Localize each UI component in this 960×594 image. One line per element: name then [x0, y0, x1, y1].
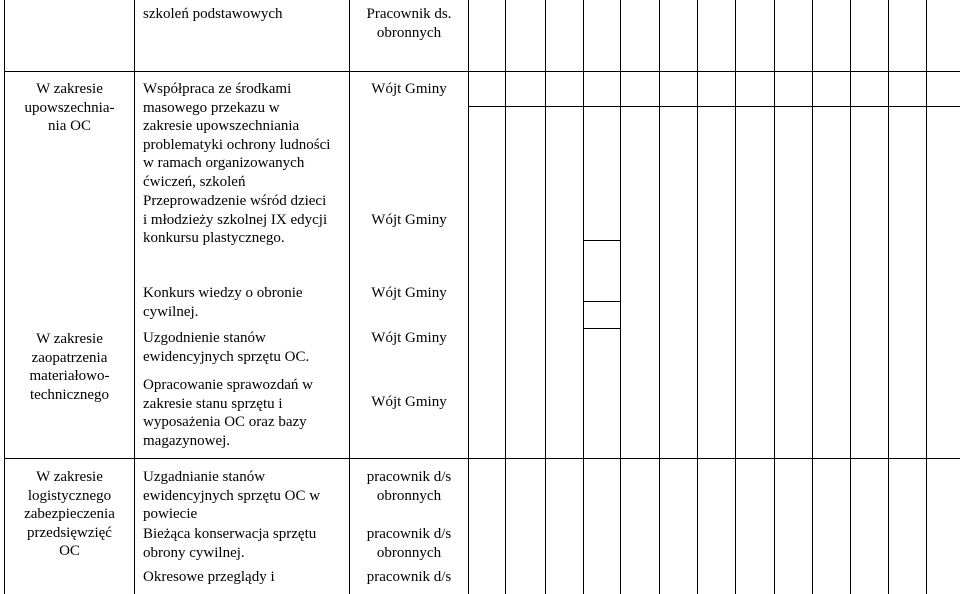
grid-line: [583, 0, 584, 594]
grid-line: [583, 328, 620, 329]
task-text: Okresowe przeglądy i: [143, 569, 275, 585]
grid-line: [812, 0, 813, 594]
task-text: Bieżąca konserwacja sprzętu obrony cywilnej.: [143, 526, 317, 561]
grid-line: [469, 106, 960, 107]
responsible-text: Wójt Gminy: [371, 394, 447, 410]
grid-line: [134, 0, 135, 594]
responsible-text: pracownik d/s obronnych: [366, 469, 452, 504]
task-text: Opracowanie sprawozdań w zakresie stanu sprzętu i wyposażenia OC oraz bazy magazynowej.: [143, 377, 313, 449]
task-text: Uzgadnianie stanów ewidencyjnych sprzętu OC w powiecie: [143, 469, 321, 522]
grid-line: [545, 0, 546, 594]
responsible-text: Wójt Gminy: [371, 81, 447, 97]
grid-line: [735, 0, 736, 594]
task-text: szkoleń podstawowych: [143, 6, 283, 22]
grid-line: [583, 301, 620, 302]
responsible-text: pracownik d/s: [366, 569, 452, 585]
grid-line: [774, 0, 775, 594]
responsible-text: Wójt Gminy: [371, 330, 447, 346]
grid-line: [4, 71, 960, 72]
grid-line: [620, 0, 621, 594]
area-label: W zakresie upowszechnia- nia OC: [24, 81, 115, 134]
grid-line: [583, 240, 620, 241]
grid-line: [505, 0, 506, 594]
task-text: Współpraca ze środkami masowego przekazu w zakresie upowszechniania problematyki ochrony ludności w ramach organizowanych ćwiczeń, szkoleń: [143, 81, 331, 190]
area-label: W zakresie zaopatrzenia materiałowo- technicznego: [29, 331, 110, 403]
grid-line: [697, 0, 698, 594]
area-label: W zakresie logistycznego zabezpieczenia przedsięwzięć OC: [24, 469, 115, 559]
grid-line: [4, 458, 960, 459]
grid-line: [888, 0, 889, 594]
responsible-text: Pracownik ds. obronnych: [366, 6, 452, 41]
task-text: Przeprowadzenie wśród dzieci i młodzieży szkolnej IX edycji konkursu plastycznego.: [143, 193, 328, 246]
grid-line: [468, 0, 469, 594]
grid-line: [850, 0, 851, 594]
responsible-text: Wójt Gminy: [371, 212, 447, 228]
task-text: Konkurs wiedzy o obronie cywilnej.: [143, 285, 303, 320]
task-text: Uzgodnienie stanów ewidencyjnych sprzętu OC.: [143, 330, 310, 365]
grid-line: [926, 0, 927, 594]
responsible-text: pracownik d/s obronnych: [366, 526, 452, 561]
grid-line: [659, 0, 660, 594]
responsible-text: Wójt Gminy: [371, 285, 447, 301]
